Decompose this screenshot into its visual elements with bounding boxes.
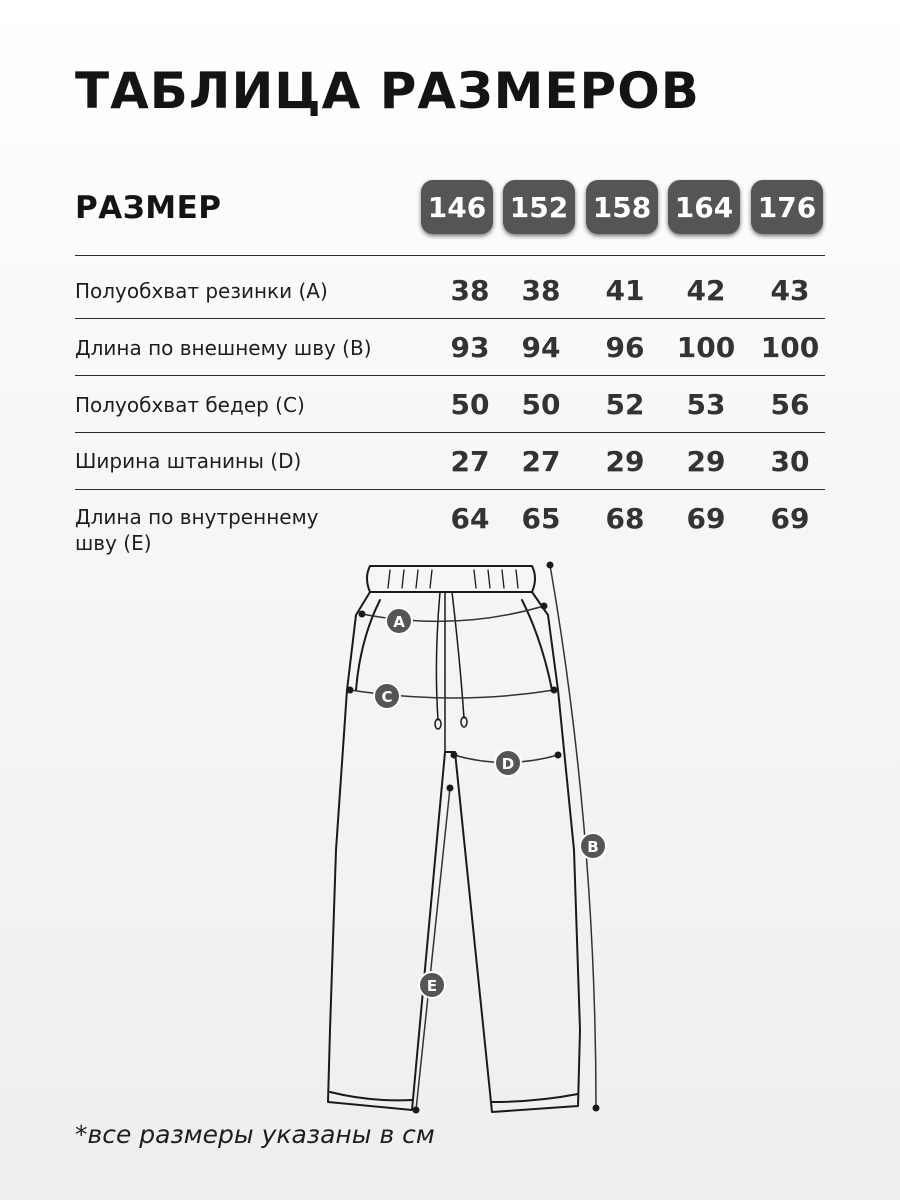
row-value: 50 (521, 388, 561, 421)
row-value: 96 (605, 331, 645, 364)
footnote: *все размеры указаны в см (75, 1120, 435, 1149)
size-badge-152: 152 (503, 180, 575, 234)
size-badge-158: 158 (586, 180, 658, 234)
row-label-waistband: Полуобхват резинки (A) (75, 279, 328, 303)
svg-text:A: A (393, 613, 405, 631)
svg-text:C: C (381, 688, 393, 706)
row-value: 41 (605, 274, 645, 307)
row-value: 94 (521, 331, 561, 364)
row-value: 27 (450, 445, 490, 478)
row-value: 65 (521, 502, 561, 535)
svg-text:D: D (501, 755, 515, 773)
row-label-hips: Полуобхват бедер (C) (75, 393, 305, 417)
row-value: 42 (686, 274, 726, 307)
row-value: 53 (686, 388, 726, 421)
size-badge-146: 146 (421, 180, 493, 234)
row-value: 29 (686, 445, 726, 478)
row-value: 38 (521, 274, 561, 307)
size-badge-164: 164 (668, 180, 740, 234)
page-title: ТАБЛИЦА РАЗМЕРОВ (75, 62, 700, 120)
row-value: 64 (450, 502, 490, 535)
marker-b (580, 833, 606, 859)
row-value: 43 (770, 274, 810, 307)
size-header-label: РАЗМЕР (75, 190, 222, 226)
row-value: 27 (521, 445, 561, 478)
svg-text:E: E (426, 977, 438, 995)
svg-text:B: B (587, 838, 599, 856)
row-value: 100 (676, 331, 736, 364)
row-value: 69 (770, 502, 810, 535)
row-value: 52 (605, 388, 645, 421)
row-value: 38 (450, 274, 490, 307)
row-value: 50 (450, 388, 490, 421)
row-value: 30 (770, 445, 810, 478)
row-value: 56 (770, 388, 810, 421)
marker-a (386, 608, 412, 634)
row-value: 93 (450, 331, 490, 364)
row-value: 68 (605, 502, 645, 535)
size-badge-176: 176 (751, 180, 823, 234)
row-label-inner-seam: Длина по внутреннему шву (E) (75, 505, 319, 555)
marker-d (495, 750, 521, 776)
row-label-outer-seam: Длина по внешнему шву (B) (75, 336, 372, 360)
row-value: 29 (605, 445, 645, 478)
marker-e (419, 972, 445, 998)
row-value: 69 (686, 502, 726, 535)
marker-c (374, 683, 400, 709)
row-label-leg-width: Ширина штанины (D) (75, 449, 302, 473)
row-value: 100 (760, 331, 820, 364)
